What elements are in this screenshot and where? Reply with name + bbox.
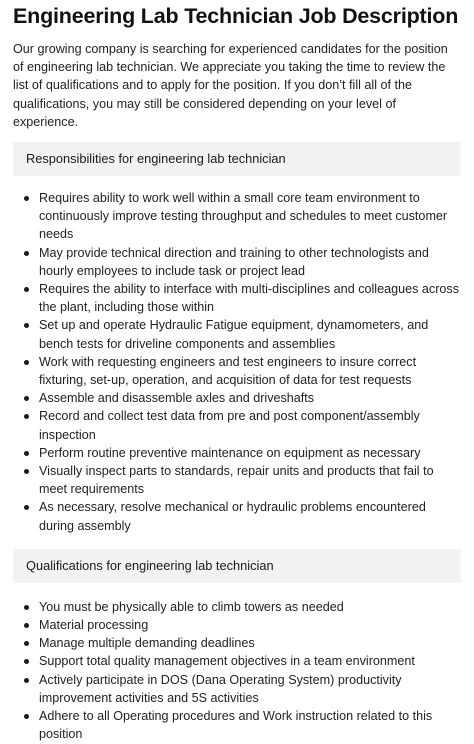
- responsibility-item-text: As necessary, resolve mechanical or hydraulic problems encountered during assembly: [39, 500, 426, 533]
- responsibility-item: [13, 389, 461, 407]
- qualification-item: [13, 652, 461, 670]
- responsibility-item-text: Requires ability to work well within a small core team environment to continuously improve testing throughput and schedules to meet customer needs: [39, 191, 448, 242]
- qualifications-heading: Qualifications for engineering lab technician: [13, 549, 461, 583]
- responsibility-item-text: Set up and operate Hydraulic Fatigue equipment, dynamometers, and bench tests for driveline components and assemblies: [39, 318, 429, 351]
- qualification-item: [13, 634, 461, 652]
- qualification-item: [13, 616, 461, 634]
- intro-paragraph: Our growing company is searching for experienced candidates for the position of engineering lab technician. We appreciate you taking the time to review the list of qualifications and to apply for the position. If you don’t fill all of the qualifications, you may still be considered depending on your level of experience.: [13, 42, 448, 129]
- responsibilities-list: [13, 189, 461, 535]
- bullet-icon: [24, 323, 29, 328]
- responsibility-item-text: Record and collect test data from pre and post component/assembly inspection: [39, 409, 420, 442]
- bullet-icon: [24, 605, 29, 610]
- page-title: Engineering Lab Technician Job Description: [13, 4, 459, 28]
- bullet-icon: [24, 196, 29, 201]
- qualification-item-text: Actively participate in DOS (Dana Operating System) productivity improvement activities and 5S activities: [39, 672, 402, 705]
- responsibility-item: [13, 353, 461, 389]
- qualification-item-text: You must be physically able to climb towers as needed: [39, 599, 344, 614]
- responsibility-item: [13, 444, 461, 462]
- responsibility-item-text: Work with requesting engineers and test engineers to insure correct fixturing, set-up, operation, and acquisition of data for test requests: [39, 354, 417, 388]
- responsibility-item: [13, 280, 461, 316]
- qualification-item-text: Adhere to all Operating procedures and Work instruction related to this position: [39, 709, 433, 742]
- responsibility-item-text: May provide technical direction and training to other technologists and hourly employees to include task or project lead: [39, 245, 429, 278]
- responsibility-item-text: Visually inspect parts to standards, repair units and products that fail to meet requirements: [39, 464, 434, 497]
- bullet-icon: [24, 451, 29, 456]
- bullet-icon: [24, 659, 29, 664]
- bullet-icon: [24, 623, 29, 628]
- qualification-item: [13, 671, 461, 707]
- bullet-icon: [24, 714, 29, 719]
- responsibility-item: [13, 407, 461, 443]
- qualifications-list: [13, 598, 461, 744]
- bullet-icon: [24, 287, 29, 292]
- bullet-icon: [24, 678, 29, 683]
- bullet-icon: [24, 641, 29, 646]
- bullet-icon: [24, 360, 29, 365]
- responsibility-item-text: Requires the ability to interface with multi-disciplines and colleagues across the plant, including those within: [39, 282, 459, 315]
- qualification-item-text: Support total quality management objectives in a team environment: [39, 654, 415, 669]
- qualification-item-text: Manage multiple demanding deadlines: [39, 636, 255, 651]
- responsibility-item-text: Perform routine preventive maintenance on equipment as necessary: [39, 445, 421, 460]
- responsibility-item: [13, 244, 461, 280]
- responsibility-item: [13, 498, 461, 534]
- responsibility-item-text: Assemble and disassemble axles and driveshafts: [39, 391, 315, 406]
- responsibility-item: [13, 462, 461, 498]
- qualification-item: [13, 598, 461, 616]
- bullet-icon: [24, 414, 29, 419]
- responsibility-item: [13, 189, 461, 244]
- responsibilities-heading: Responsibilities for engineering lab technician: [13, 142, 461, 176]
- bullet-icon: [24, 251, 29, 256]
- bullet-icon: [24, 505, 29, 510]
- responsibility-item: [13, 316, 461, 352]
- bullet-icon: [24, 469, 29, 474]
- bullet-icon: [24, 396, 29, 401]
- qualification-item-text: Material processing: [39, 618, 149, 633]
